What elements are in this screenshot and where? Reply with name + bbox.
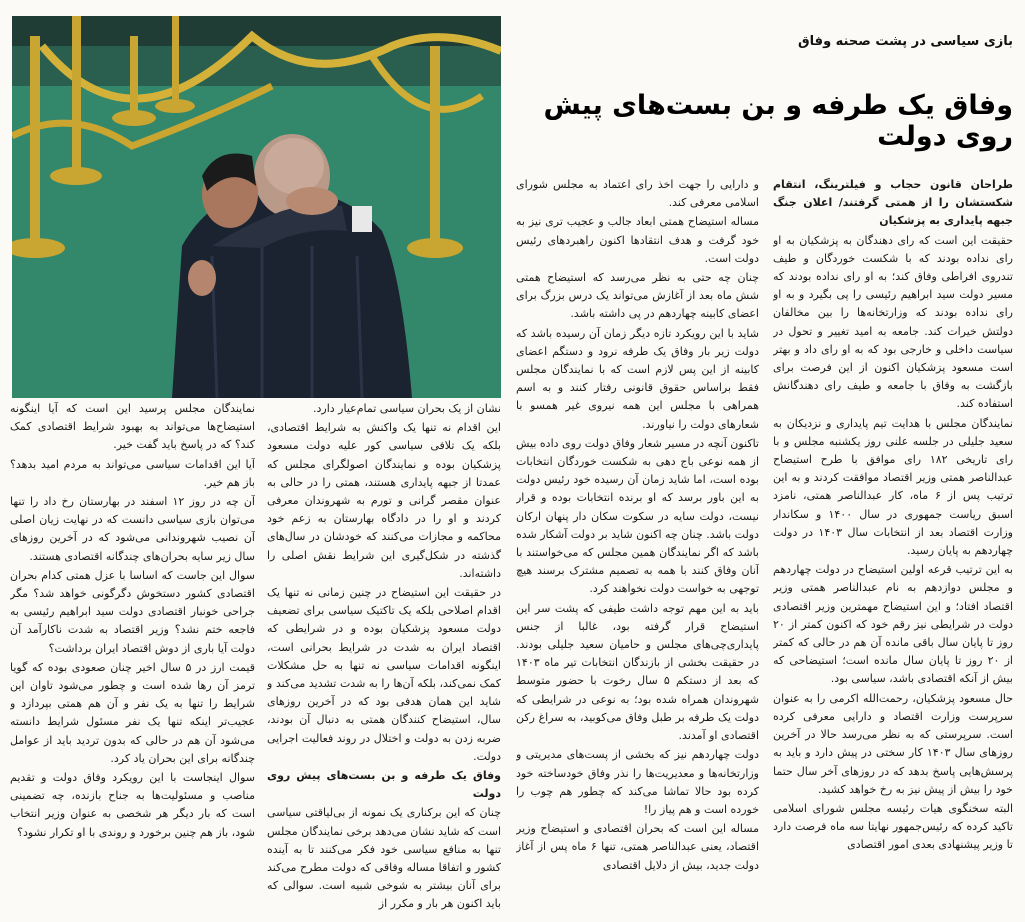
text-column-1: [773, 176, 1013, 916]
paragraph: آن چه در روز ۱۲ اسفند در بهارستان رخ داد را تنها می‌توان بازی سیاسی دانست که در نهایت زیان اصلی آن نصیب شهروندانی می‌شود که در آخرین روزهای سال زیر سایه بحران‌های چندگانه اقتصادی هستند.: [10, 495, 255, 563]
paragraph: شاید با این رویکرد تازه دیگر زمان آن رسیده باشد که دولت زیر بار وفاق یک طرفه نرود و دستگم اعضای کابینه از این پس لازم است که با نمایندگان مجلس فقط براساس حقوق قانونی رفتار کنند و به اسم همراهی با مجلس این همه نیروی غیر همسو با شعارهای دولت را نیاورند.: [516, 326, 759, 431]
article-photo: [12, 16, 501, 398]
paragraph: نمایندگان مجلس پرسید این است که آیا اینگونه استیضاح‌ها می‌تواند به بهبود شرایط اقتصادی کمک کند؟ که در پاسخ باید گفت خیر.: [10, 402, 255, 452]
paragraph: چنان چه حتی به نظر می‌رسد که استیضاح همتی شش ماه بعد از آغازش می‌تواند یک درس بزرگ برای اعضای کابینه چهاردهم در پی داشته باشد.: [516, 271, 759, 321]
paragraph: البته سخنگوی هیات رئیسه مجلس شورای اسلامی تاکید کرده که رئیس‌جمهور نهایتا سه ماه فرصت دارد تا وزیر پیشنهادی بعدی امور اقتصادی: [773, 801, 1013, 852]
text-column-3: [267, 400, 501, 916]
text-column-2: [516, 176, 759, 916]
paragraph: حقیقت این است که رای دهندگان به پزشکیان به او رای نداده بودند که با شکست خوردگان و طیف تندروی افراطی وفاق کند؛ به او رای نداده بودند که مسیر دولت سید ابراهیم رئیسی را پی بگیرد و به او رای نداده بودند که وزارتخانه‌ها را بین مخالفان دولتش خیرات کند. جامعه به امید تغییر و تحول در سیاست داخلی و خارجی بود که به او رای داد و بهتر است مسعود پزشکیان اکنون از این فرصت برای بازگشت به وفاق با جامعه و طیف رای دهندگانش استفاده کند.: [773, 233, 1013, 411]
paragraph: طراحان قانون حجاب و فیلترینگ، انتقام شکستشان را از همتی گرفتند/ اعلان جنگ جبهه پایداری به پزشکیان: [773, 178, 1013, 228]
paragraph: سوال این جاست که اساسا با عزل همتی کدام بحران اقتصادی کشور دستخوش دگرگونی خواهد شد؟ مگر جراحی خونبار اقتصادی دولت سید ابراهیم رئیسی به فاجعه ختم نشد؟ وزیر اقتصاد به شدت ناکارآمد آن دولت آیا باری از دوش اقتصاد ایران برداشت؟: [10, 568, 255, 655]
paragraph: باید به این مهم توجه داشت طیفی که پشت سر این استیضاح قرار گرفته بود، غالبا از جنس پایداری‌چی‌های مجلس و حامیان سعید جلیلی بودند. در حقیقت بخشی از بازندگان انتخابات تیر ماه ۱۴۰۳ که بعد از دستکم ۵ سال رخوت با حضور متوسط شهروندان همراه شده بود؛ به نوعی در شرایطی که دولت یک طرفه بر طبل وفاق می‌کوبید، به سراغ رکن اقتصادی او آمدند.: [516, 601, 759, 743]
article-kicker: بازی سیاسی در پشت صحنه وفاق: [798, 34, 1013, 49]
paragraph: دولت چهاردهم نیز که بخشی از پست‌های مدیریتی و وزارتخانه‌ها و معدیریت‌ها را نذر وفاق خودساخته خود کرده بود حالا تماشا می‌کند که چطور هم چوب را خورده است و هم پیاز را!: [516, 748, 759, 816]
article-headline: وفاق یک طرفه و بن بست‌های پیش روی دولت: [543, 90, 1013, 152]
paragraph: سوال اینجاست با این رویکرد وفاق دولت و تقدیم مناصب و مسئولیت‌ها به جناح بازنده، چه تضمینی است که بار دیگر هر شخصی به عنوان وزیر انتخاب شود، باز هم چنین برخورد و روندی با او تکرار نشود؟: [10, 771, 255, 839]
paragraph: و دارایی را جهت اخذ رای اعتماد به مجلس شورای اسلامی معرفی کند.: [516, 178, 759, 210]
paragraph: نشان از یک بحران سیاسی تمام‌عیار دارد.: [313, 402, 501, 415]
paragraph: آیا این اقدامات سیاسی می‌تواند به مردم امید بدهد؟ باز هم خیر.: [10, 457, 255, 489]
paragraph: مساله استیضاح همتی ابعاد جالب و عجیب تری نیز به خود گرفت و هدف انتقادها اکنون راهبردهای رئیس دولت است.: [516, 215, 759, 265]
paragraph: مساله این است که بحران اقتصادی و استیضاح وزیر اقتصاد، یعنی عبدالناصر همتی، تنها ۶ ماه پس از آغاز دولت جدید، بیش از دلایل اقتصادی: [516, 822, 759, 872]
paragraph: نمایندگان مجلس با هدایت تیم پایداری و نزدیکان به سعید جلیلی در جلسه علنی روز یکشنبه مجلس و با رای تاریخی ۱۸۲ رای موافق با طرح استیضاح عبدالناصر همتی وزیر اقتصاد موافقت کردند و به این ترتیب پس از ۶ ماه، کار عبدالناصر همتی، نامزد اسبق ریاست جمهوری در سال ۱۴۰۰ و سکاندار وزارت اقتصاد بعد از انتخابات سال ۱۴۰۳ در دولت چهاردهم به پایان رسید.: [773, 416, 1013, 558]
paragraph: تاکنون آنچه در مسیر شعار وفاق دولت روی داده بیش از همه نوعی باج دهی به شکست خوردگان انتخابات بوده است، اما شاید زمان آن رسیده خود رئیس دولت به این باور برسد که او برنده انتخابات بوده و قرار نیست، دولت سایه در سکوت سکان دار پنهان ارکان دولت باشد. چنان چه اکنون شاید بر دولت آشکار شده باشد که اگر نمایندگان همین مجلس که می‌خواستند با آنان وفاق کنند با همه به تصمیم مشترک برسند هیچ توجهی به خواست دولت نخواهند کرد.: [516, 436, 759, 596]
paragraph: به این ترتیب قرعه اولین استیضاح در دولت چهاردهم و مجلس دوازدهم به نام عبدالناصر همتی وزیر اقتصاد افتاد؛ و این استیضاح مهمترین وزیر اقتصادی دولت در شرایطی نیز رقم خود که اکنون کمتر از ۲۰ روز تا پایان سال باقی مانده آن هم در حالی که کمتر از ۲۰ روز تا پایان سال مانده است؛ استیضاحی که بیش از آنکه اقتصادی باشد، سیاسی بود.: [773, 563, 1013, 686]
paragraph: در حقیقت این استیضاح در چنین زمانی نه تنها یک اقدام اصلاحی بلکه یک تاکتیک سیاسی برای تضعیف دولت مسعود پزشکیان بوده و در شرایطی که اقتصاد ایران به شدت در شرایط بحرانی است، اینگونه اقدامات سیاسی نه تنها به حل مشکلات کمک نمی‌کند، بلکه آن‌ها را به شدت تشدید می‌کند و شاید این همان هدفی بود که در آخرین روزهای سال، استیضاح کنندگان همتی به دنبال آن بودند، ضربه زدن به دولت و اختلال در روند فعالیت اجرایی دولت.: [267, 586, 501, 763]
paragraph: این اقدام نه تنها یک واکنش به شرایط اقتصادی، بلکه یک تلافی سیاسی کور علیه دولت مسعود پزشکیان بوده و نمایندگان اصولگرای مجلس که عمدتا از جبهه پایداری هستند، همتی را در حالی به عنوان مقصر گرانی و تورم به شهروندان معرفی کردند و او را در دادگاه بهارستان به زعم خود محاکمه و مجازات می‌کنند که خودشان در سال‌های گذشته در شکل‌گیری این شرایط نقش اصلی را داشته‌اند.: [267, 421, 501, 580]
photo-illustration: [12, 16, 501, 398]
subheading: وفاق یک طرفه و بن بست‌های پیش روی دولت: [267, 769, 501, 801]
paragraph: چنان که این برکناری یک نمونه از بی‌لیاقتی سیاسی است که شاید نشان می‌دهد برخی نمایندگان مجلس تنها به منافع سیاسی خود فکر می‌کنند تا به آینده کشور و اتفاقا مساله وفاقی که دولت مطرح می‌کند برای آنان بیشتر به شوخی شبیه است. سوالی که باید اکنون هر بار و مکرر از: [267, 806, 501, 911]
paragraph: حال مسعود پزشکیان، رحمت‌الله اکرمی را به عنوان سرپرست وزارت اقتصاد و دارایی معرفی کرده است. سرپرستی که به نظر می‌رسد حالا در آخرین روزهای سال ۱۴۰۳ کار سختی در پیش دارد و باید به پرسش‌هایی پاسخ بدهد که در روزهای آخر سال حتما خود را بیش از پیش نیز به رخ خواهد کشید.: [773, 691, 1013, 796]
text-column-4: [10, 400, 255, 916]
paragraph: قیمت ارز در ۵ سال اخیر چنان صعودی بوده که گویا ترمز آن رها شده است و چطور می‌شود تاوان این شرایط را تنها به یک نفر و آن هم همتی بپردازد و عجیب‌تر اینکه تنها یک نفر مسئول شرایط دانسته می‌شود آن هم در حالی که بدون تردید باید از عوامل چندگانه برای این بحران یاد کرد.: [10, 660, 255, 765]
